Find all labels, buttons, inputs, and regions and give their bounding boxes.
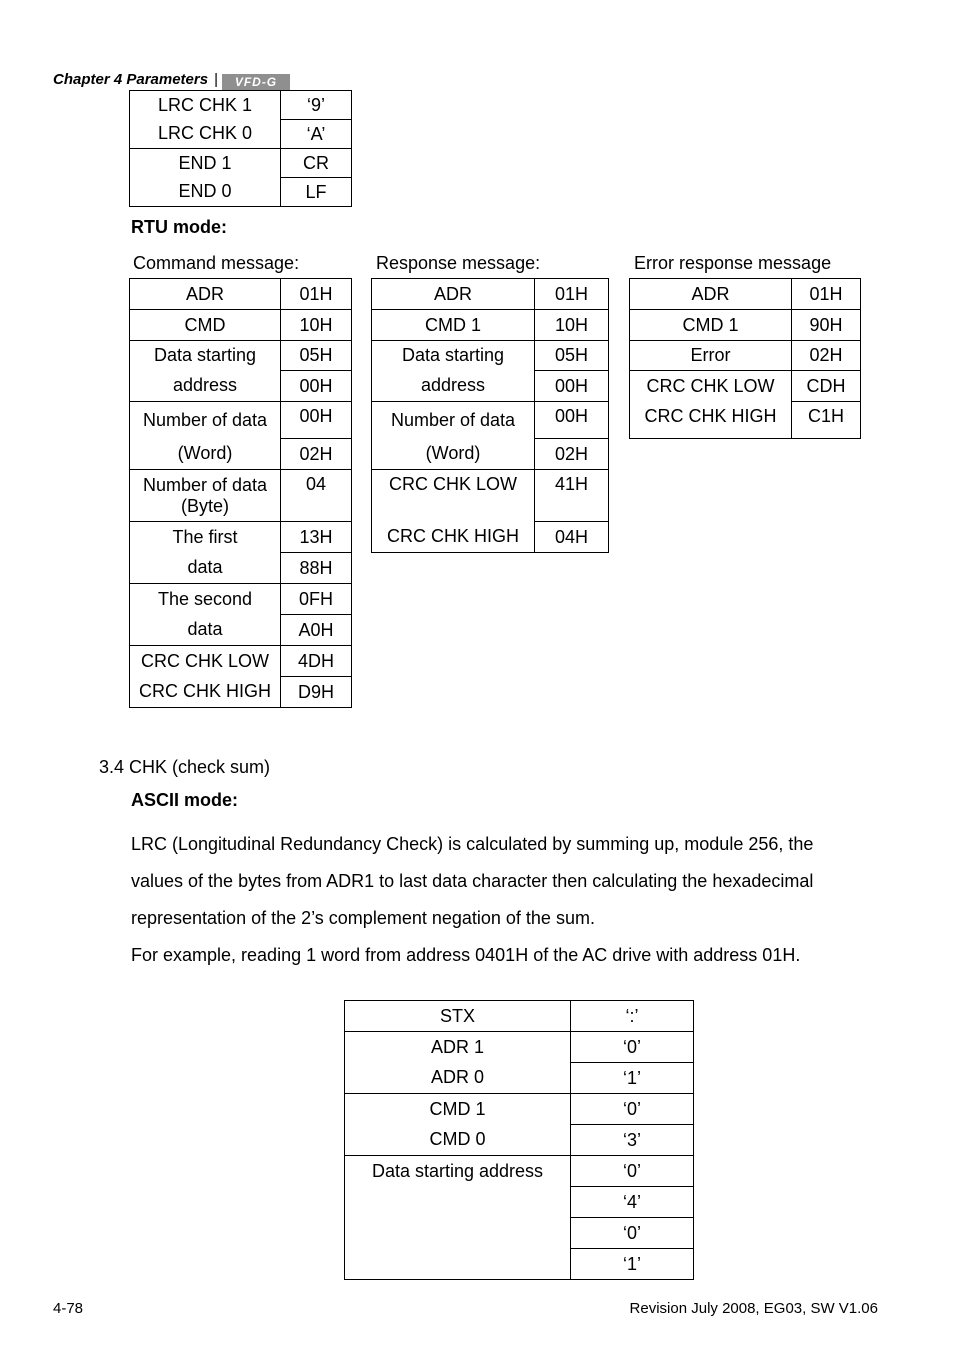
table-cell: 02H: [281, 439, 352, 470]
command-table: [129, 278, 352, 708]
table-cell: 01H: [792, 279, 861, 310]
table-cell: 00H: [281, 402, 352, 439]
table-cell: 00H: [535, 371, 609, 402]
ascii-table: [344, 1000, 694, 1280]
example-line: For example, reading 1 word from address 0401H of the AC drive with address 01H.: [131, 945, 801, 965]
table-cell: CRC CHK LOW: [130, 646, 281, 677]
top-table: [129, 90, 352, 207]
table-cell: ‘3’: [571, 1125, 694, 1156]
command-caption: Command message:: [133, 253, 300, 273]
table-cell: ADR: [630, 279, 792, 310]
table-cell: Number of data (Byte): [130, 470, 281, 522]
paragraph-line: representation of the 2’s complement negation of the sum.: [131, 908, 595, 928]
table-cell: CMD: [130, 310, 281, 341]
table-cell: ‘4’: [571, 1187, 694, 1218]
table-cell: Data starting: [372, 341, 535, 371]
table-cell: CMD 0: [345, 1125, 571, 1156]
response-caption: Response message:: [376, 253, 541, 273]
table-cell: [345, 1187, 571, 1218]
rtu-mode-heading: RTU mode:: [131, 217, 227, 237]
table-cell: 02H: [535, 439, 609, 470]
table-cell: CDH: [792, 371, 861, 402]
table-cell: LRC CHK 1: [130, 91, 281, 120]
table-cell: Number of data: [130, 402, 281, 439]
table-cell: 04H: [535, 522, 609, 553]
table-cell: CR: [281, 149, 352, 178]
table-cell: 00H: [281, 371, 352, 402]
table-cell: ADR 0: [345, 1063, 571, 1094]
table-cell: 04: [281, 470, 352, 522]
table-cell: The first: [130, 522, 281, 553]
table-cell: CRC CHK LOW: [630, 371, 792, 402]
table-cell: ‘0’: [571, 1094, 694, 1125]
table-cell: 13H: [281, 522, 352, 553]
table-cell: CRC CHK HIGH: [130, 677, 281, 708]
table-cell: CRC CHK HIGH: [372, 522, 535, 553]
error-caption: Error response message: [634, 253, 832, 273]
table-cell: 05H: [535, 341, 609, 371]
table-cell: END 1: [130, 149, 281, 178]
paragraph-line: values of the bytes from ADR1 to last data character then calculating the hexadecimal: [131, 871, 814, 891]
table-cell: [345, 1249, 571, 1280]
table-cell: CRC CHK LOW: [372, 470, 535, 522]
table-cell: CRC CHK HIGH: [630, 402, 792, 439]
table-cell: 00H: [535, 402, 609, 439]
error-response-table: [629, 278, 861, 439]
table-cell: Data starting: [130, 341, 281, 371]
table-cell: Error: [630, 341, 792, 371]
table-cell: Number of data: [372, 402, 535, 439]
table-cell: A0H: [281, 615, 352, 646]
table-cell: 10H: [535, 310, 609, 341]
response-table: [371, 278, 609, 553]
table-cell: ‘0’: [571, 1156, 694, 1187]
table-cell: ‘0’: [571, 1218, 694, 1249]
table-cell: END 0: [130, 178, 281, 207]
table-cell: (Word): [372, 439, 535, 470]
table-cell: ‘1’: [571, 1249, 694, 1280]
table-cell: ‘1’: [571, 1063, 694, 1094]
table-cell: D9H: [281, 677, 352, 708]
table-cell: ‘9’: [281, 91, 352, 120]
table-cell: C1H: [792, 402, 861, 439]
table-cell: 90H: [792, 310, 861, 341]
table-cell: LRC CHK 0: [130, 120, 281, 149]
table-cell: ADR: [130, 279, 281, 310]
table-cell: The second: [130, 584, 281, 615]
table-cell: 02H: [792, 341, 861, 371]
header-separator: |: [214, 71, 218, 88]
table-cell: 41H: [535, 470, 609, 522]
table-cell: ADR: [372, 279, 535, 310]
table-cell: CMD 1: [630, 310, 792, 341]
table-cell: CMD 1: [372, 310, 535, 341]
table-cell: Data starting address: [345, 1156, 571, 1187]
paragraph-line: LRC (Longitudinal Redundancy Check) is calculated by summing up, module 256, the: [131, 834, 814, 854]
revision-info: Revision July 2008, EG03, SW V1.06: [629, 1300, 878, 1317]
page-number: 4-78: [53, 1300, 84, 1317]
table-cell: address: [130, 371, 281, 402]
table-cell: 4DH: [281, 646, 352, 677]
table-cell: ‘0’: [571, 1032, 694, 1063]
vfd-g-logo: VFD-G: [222, 74, 290, 90]
table-cell: 01H: [281, 279, 352, 310]
chapter-header: [53, 71, 290, 90]
table-cell: data: [130, 553, 281, 584]
table-cell: LF: [281, 178, 352, 207]
table-cell: address: [372, 371, 535, 402]
ascii-mode-heading: ASCII mode:: [131, 790, 239, 810]
table-cell: 88H: [281, 553, 352, 584]
table-cell: ADR 1: [345, 1032, 571, 1063]
table-cell: ‘:’: [571, 1001, 694, 1032]
table-cell: STX: [345, 1001, 571, 1032]
section-title: 3.4 CHK (check sum): [99, 757, 271, 777]
table-cell: data: [130, 615, 281, 646]
table-cell: 05H: [281, 341, 352, 371]
table-cell: [345, 1218, 571, 1249]
table-cell: 10H: [281, 310, 352, 341]
table-cell: (Word): [130, 439, 281, 470]
table-cell: ‘A’: [281, 120, 352, 149]
table-cell: 0FH: [281, 584, 352, 615]
table-cell: 01H: [535, 279, 609, 310]
table-cell: CMD 1: [345, 1094, 571, 1125]
chapter-title: Chapter 4 Parameters: [53, 71, 209, 88]
